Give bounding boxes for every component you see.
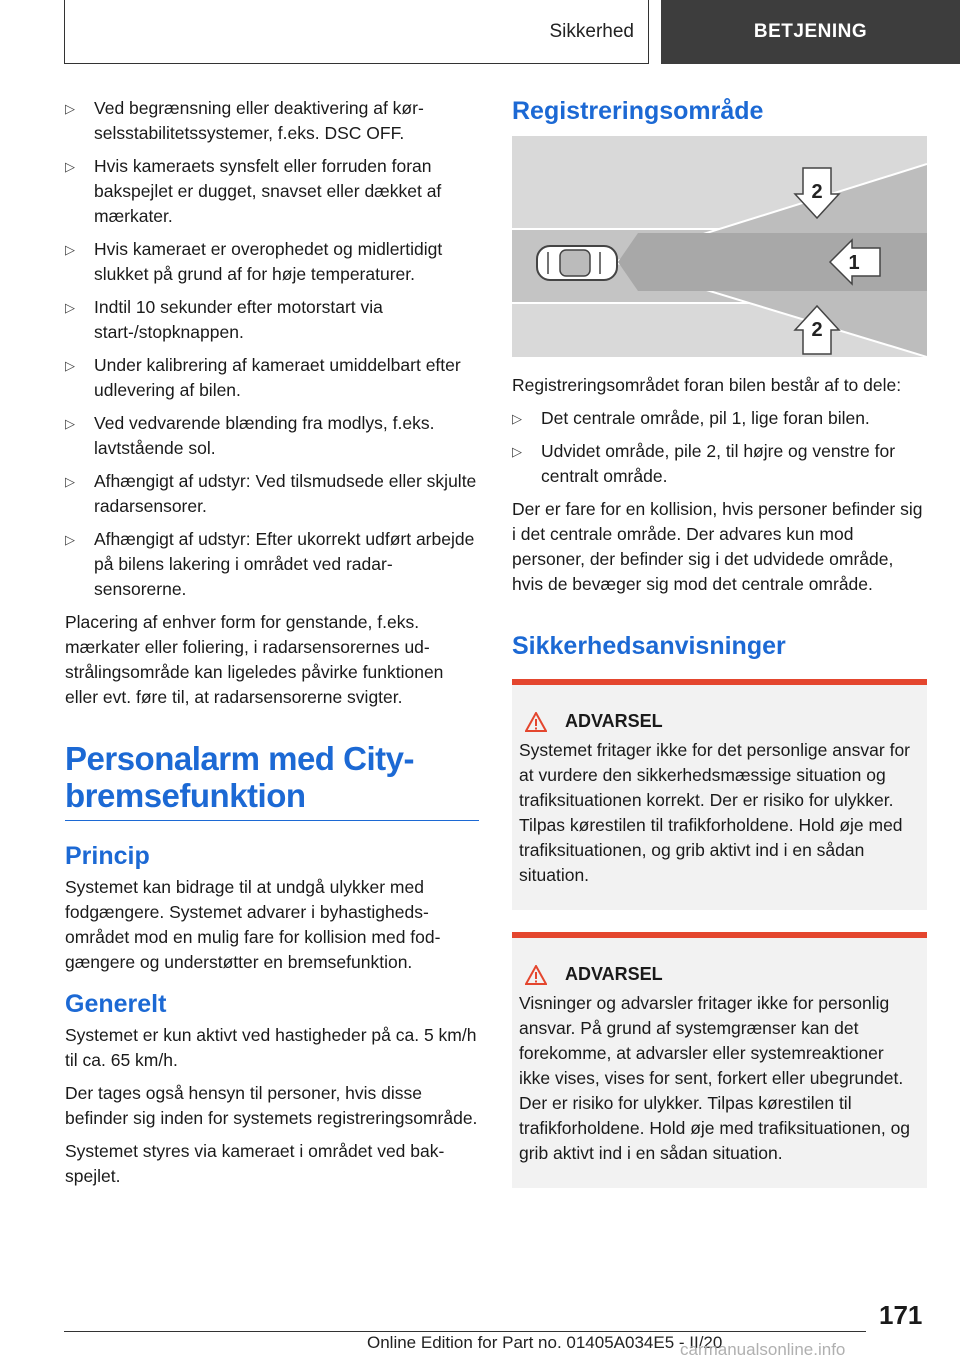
list-item: ▷ Hvis kameraets synsfelt eller forruden foran bakspejlet er dugget, snavset eller dækket af mærkater.	[65, 156, 442, 226]
list-item: ▷ Det centrale område, pil 1, lige foran bilen.	[512, 406, 927, 431]
footer-divider	[64, 1331, 866, 1332]
title-divider	[65, 820, 479, 821]
triangle-bullet-icon: ▷	[512, 444, 522, 459]
generelt-paragraph: Der tages også hensyn til personer, hvis disse befinder sig inden for systemets registreringsområde.	[65, 1083, 478, 1128]
registration-area-heading: Registreringsområde	[512, 97, 764, 125]
section-title: Personalarm med City-bremsefunktion	[65, 740, 414, 814]
warning-box	[512, 679, 927, 910]
warning-box	[512, 932, 927, 1188]
list-item: ▷ Ved begrænsning eller deaktivering af kørselsstabilitetssystemer, f.eks. DSC OFF.	[65, 98, 424, 143]
arrow-2-top-label: 2	[811, 181, 823, 203]
arrow-1-label: 1	[848, 252, 860, 274]
left-column	[65, 96, 479, 1197]
warning-triangle-icon	[525, 965, 547, 985]
list-item: ▷ Ved vedvarende blænding fra modlys, f.eks. lavtstående sol.	[65, 413, 435, 458]
list-item: ▷ Hvis kameraet er overophedet og midlertidigt slukket på grund af for høje temperaturer.	[65, 239, 443, 284]
generelt-heading: Generelt	[65, 990, 167, 1018]
triangle-bullet-icon: ▷	[512, 411, 522, 426]
detection-area-diagram	[512, 136, 927, 357]
header-chapter-tab: BETJENING	[661, 0, 960, 64]
triangle-bullet-icon: ▷	[65, 242, 75, 257]
list-item: ▷ Afhængigt af udstyr: Efter ukorrekt udført arbejde på bilens lakering i området ved radarsensorerne.	[65, 529, 475, 599]
warning-text: Systemet fritager ikke for det personlige ansvar for at vurdere den sikkerhedsmæssige situation og trafiksituationen korrekt. Der er risiko for ulykker. Tilpas kørestilen til trafikforholdene. Hold øje med trafiksituationen, og grib aktivt ind i en sådan situation.	[519, 740, 911, 885]
right-column	[512, 96, 927, 1200]
zone-list	[512, 406, 927, 489]
warning-text: Visninger og advarsler fritager ikke for personlig ansvar. På grund af systemgrænser kan det forekomme, at advarsler eller systemreaktioner ikke vises, vises for sent, forkert eller ubegrundet. Der er risiko for ulykker. Tilpas kørestilen til trafikforholdene. Hold øje med trafiksituationen, og grib aktivt ind i en sådan situation.	[519, 993, 911, 1163]
watermark-text: carmanualsonline.info	[680, 1340, 846, 1359]
collision-paragraph: Der er fare for en kollision, hvis personer befinder sig i det centrale område. Der advares kun mod personer, der befinder sig i det udvidede område, hvis de bevæger sig mod det centrale område.	[512, 499, 923, 594]
triangle-bullet-icon: ▷	[65, 159, 75, 174]
warning-title: ADVARSEL	[565, 964, 663, 984]
car-icon	[537, 246, 617, 280]
list-item: ▷ Under kalibrering af kameraet umiddelbart efter udlevering af bilen.	[65, 355, 461, 400]
footer-edition: Online Edition for Part no. 01405A034E5 - II/20	[367, 1333, 723, 1352]
radar-placement-paragraph: Placering af enhver form for genstande, f.eks. mærkater eller foliering, i radarsensorernes udstrålingsområde kan ligeledes påvirke funktionen eller evt. føre til, at radarsensorerne svigter.	[65, 612, 444, 707]
detection-area-figure	[512, 136, 927, 357]
list-item: ▷ Udvidet område, pile 2, til højre og venstre for centralt område.	[512, 441, 896, 486]
triangle-bullet-icon: ▷	[65, 358, 75, 373]
generelt-paragraph: Systemet styres via kameraet i området ved bakspejlet.	[65, 1141, 445, 1186]
safety-heading: Sikkerhedsanvisninger	[512, 632, 786, 660]
triangle-bullet-icon: ▷	[65, 300, 75, 315]
generelt-paragraph: Systemet er kun aktivt ved hastigheder på ca. 5 km/h til ca. 65 km/h.	[65, 1025, 477, 1070]
triangle-bullet-icon: ▷	[65, 532, 75, 547]
princip-paragraph: Systemet kan bidrage til at undgå ulykker med fodgængere. Systemet advarer i byhastighedsområdet mod en mulig fare for kollision med fodgængere og understøtter en bremsefunktion.	[65, 877, 441, 972]
triangle-bullet-icon: ▷	[65, 416, 75, 431]
condition-list	[65, 96, 479, 602]
warning-triangle-icon	[525, 712, 547, 732]
triangle-bullet-icon: ▷	[65, 474, 75, 489]
warning-title: ADVARSEL	[565, 711, 663, 731]
page-number: 171	[879, 1300, 923, 1330]
header-section-title: Sikkerhed	[549, 21, 634, 42]
triangle-bullet-icon: ▷	[65, 101, 75, 116]
list-item: ▷ Indtil 10 sekunder efter motorstart via start-/stopknappen.	[65, 297, 383, 342]
registration-intro: Registreringsområdet foran bilen består af to dele:	[512, 375, 902, 395]
list-item: ▷ Afhængigt af udstyr: Ved tilsmudsede eller skjulte radarsensorer.	[65, 471, 477, 516]
arrow-2-bottom-label: 2	[811, 319, 823, 341]
princip-heading: Princip	[65, 842, 150, 870]
